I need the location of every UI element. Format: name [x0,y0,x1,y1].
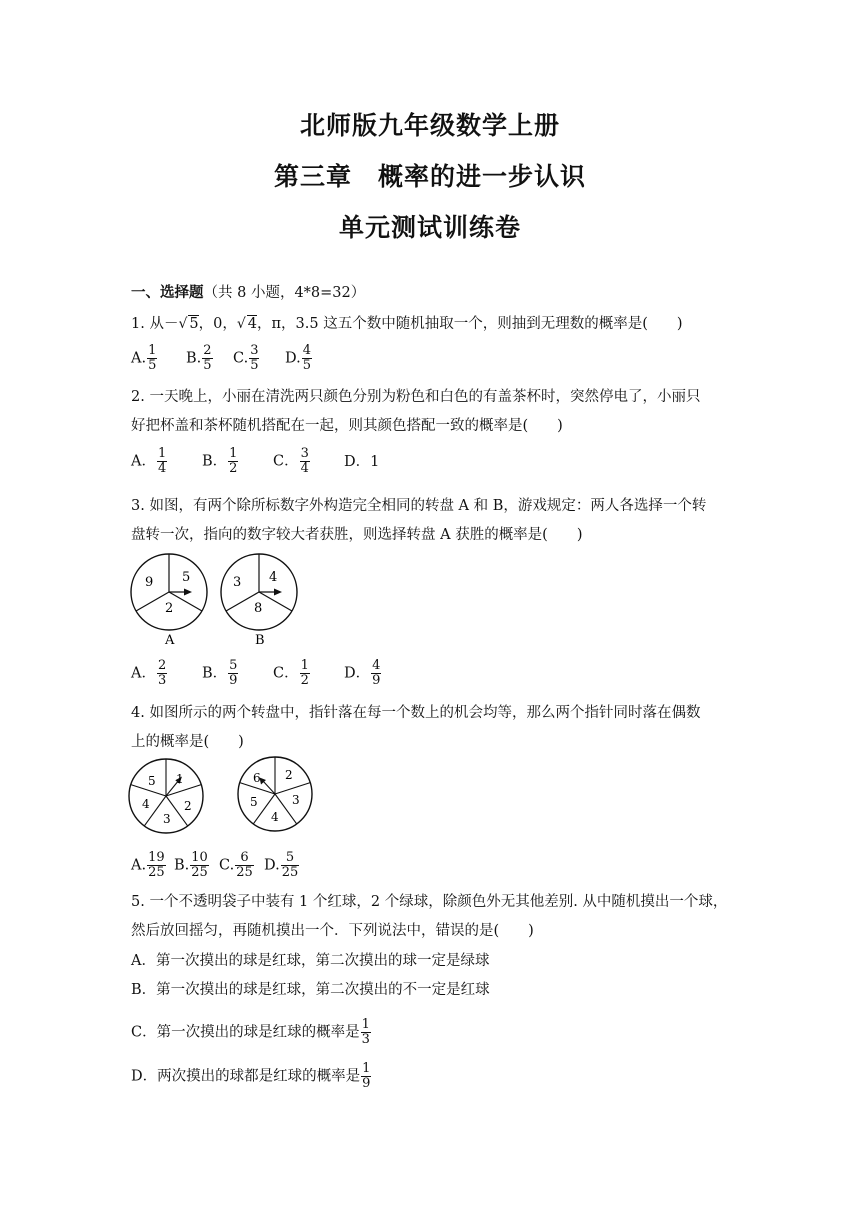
q1-option-a: A. $\frac{1}{5}$ [131,343,157,373]
spinner-1-num-1: 1 [176,772,184,786]
q2-line-2: 好把杯盖和茶杯随机搭配在一起，则其颜色搭配一致的概率是( ) [131,418,563,434]
spinner-a-num-1: 9 [145,575,154,590]
q4-option-b: B. $\frac{10}{25}$ [174,850,208,880]
spinner-b-num-1: 3 [233,575,242,590]
q1-mid: ，0， [198,316,237,332]
spinner-1-num-2: 2 [184,799,192,813]
q2-option-b: B． $\frac{1}{2}$ [202,446,238,476]
q5-line-2: 然后放回摇匀，再随机摸出一个．下列说法中，错误的是( ) [131,923,534,939]
q4-option-c: C. $\frac{6}{25}$ [219,850,253,880]
spinner-b-num-3: 8 [254,601,263,616]
q5-option-a: A．第一次摸出的球是红球，第二次摸出的球一定是绿球 [131,953,490,969]
q2-line-1: 2. 一天晚上，小丽在清洗两只颜色分别为粉色和白色的有盖茶杯时，突然停电了，小丽只 [131,389,701,405]
spinner-a-num-2: 5 [182,570,191,585]
sqrt-4: 4 [247,316,257,332]
q1-option-d: D. $\frac{4}{5}$ [285,343,311,373]
spinner-2-num-2: 3 [292,793,300,807]
q5-line-1: 5. 一个不透明袋子中装有 1 个红球，2 个绿球，除颜色外无其他差别. 从中随机摸出一个球， [131,894,728,910]
spinner-a-num-3: 2 [165,601,174,616]
q5-option-c: C．第一次摸出的球是红球的概率是 $\frac{1}{3}$ [131,1017,370,1047]
book-title: 北师版九年级数学上册 [299,111,560,140]
q3-line-1: 3. 如图，有两个除所标数字外构造完全相同的转盘 A 和 B，游戏规定：两人各选择一个转 [131,498,707,514]
q4-option-a: A. $\frac{19}{25}$ [131,850,165,880]
spinner-2-num-5: 6 [253,771,261,785]
q1-option-b: B. $\frac{2}{5}$ [186,343,212,373]
sqrt-5: 5 [189,316,199,332]
spinner-a-label: A [165,633,175,648]
spinner-1-num-4: 4 [142,797,150,811]
spinner-b [221,554,297,648]
q4-line-1: 4. 如图所示的两个转盘中，指针落在每一个数上的机会均等，那么两个指针同时落在偶数 [131,705,701,721]
q4-line-2: 上的概率是( ) [131,734,244,750]
spinner-b-label: B [255,633,265,648]
q1-option-c: C. $\frac{3}{5}$ [233,343,259,373]
q1-tail: ，π，3.5 这五个数中随机抽取一个，则抽到无理数的概率是( ) [257,316,683,332]
spinner-2 [238,757,312,831]
q3-option-d: D． $\frac{4}{9}$ [344,658,381,688]
spinner-2-num-4: 5 [250,795,258,809]
spinner-a [131,554,207,648]
chapter-title [0,157,860,193]
chapter-number: 第三章 [273,162,352,191]
q2-options [131,447,379,476]
spinner-1 [129,759,203,833]
chapter-name: 概率的进一步认识 [378,162,587,191]
q3-options [131,659,382,688]
spinner-1-num-5: 5 [148,774,156,788]
q4-option-d: D. $\frac{5}{25}$ [264,850,299,880]
spinner-1-num-3: 3 [163,812,171,826]
spinner-2-num-1: 2 [285,768,293,782]
q3-option-b: B． $\frac{5}{9}$ [202,658,238,688]
q2-option-d: D．1 [344,453,380,470]
section-header [131,283,365,303]
q3-spinners-figure [126,550,306,650]
q3-line-2: 盘转一次，指向的数字较大者获胜，则选择转盘 A 获胜的概率是( ) [131,527,583,543]
question-1: 1. 从－√ 5，0，√ 4，π，3.5 这五个数中随机抽取一个，则抽到无理数的概率是( ) [131,316,683,332]
q1-options [131,344,313,373]
q3-option-a: A． $\frac{2}{3}$ [131,658,167,688]
spinner-b-num-2: 4 [269,570,278,585]
q5-option-d: D．两次摸出的球都是红球的概率是 $\frac{1}{9}$ [131,1061,371,1091]
q2-option-a: A． $\frac{1}{4}$ [131,446,167,476]
q5-option-b: B．第一次摸出的球是红球，第二次摸出的不一定是红球 [131,982,490,998]
section-note: （共 8 小题，4*8=32） [203,285,366,301]
test-title: 单元测试训练卷 [338,213,521,242]
spinner-2-num-3: 4 [271,810,279,824]
q1-prefix: 1. 从－ [131,316,179,332]
q4-spinners-figure [126,756,326,840]
section-label: 一、选择题 [131,285,204,301]
q2-option-c: C． $\frac{3}{4}$ [273,446,309,476]
q4-options [131,851,300,880]
q3-option-c: C． $\frac{1}{2}$ [273,658,309,688]
